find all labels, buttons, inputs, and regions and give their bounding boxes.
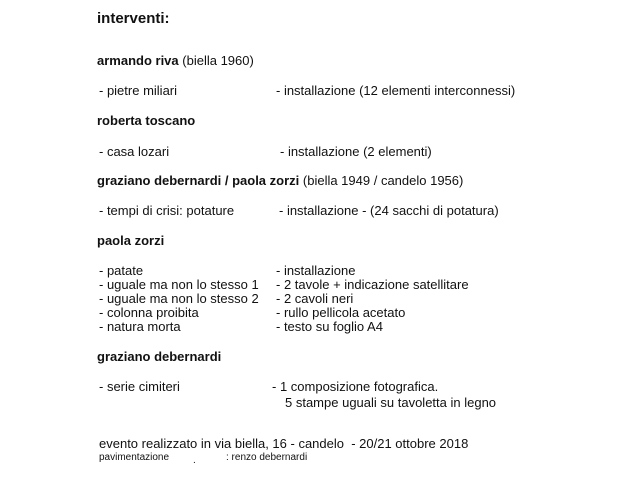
work-desc: - rullo pellicola acetato [276,305,406,320]
artist-heading [97,174,463,187]
work-title: - patate [99,263,144,278]
work-desc-extra: 5 stampe uguali su tavoletta in legno [285,395,497,410]
work-desc: - installazione (12 elementi interconnessi) [276,83,516,98]
artist-heading [97,350,221,363]
artist-heading [97,114,195,127]
page-title: interventi: [97,10,170,27]
work-title: - casa lozari [99,144,170,159]
work-title: - pietre miliari [99,83,178,98]
work-desc: - installazione (2 elementi) [280,144,432,159]
work-desc: - installazione [276,263,356,278]
work-title: - uguale ma non lo stesso 1 [99,277,259,292]
credit-dot: . [193,455,196,466]
credit-label: pavimentazione [99,452,170,463]
work-title: - natura morta [99,319,181,334]
work-desc: - 2 tavole + indicazione satellitare [276,277,469,292]
work-desc: - testo su foglio A4 [276,319,383,334]
credit-value: : renzo debernardi [226,452,308,463]
work-title: - serie cimiteri [99,379,180,394]
work-title: - uguale ma non lo stesso 2 [99,291,259,306]
artist-heading [97,54,254,67]
artist-info: (biella 1960) [182,53,254,68]
artist-name: armando riva [97,53,179,68]
artist-name: paola zorzi [97,233,165,248]
work-title: - colonna proibita [99,305,199,320]
event-info: evento realizzato in via biella, 16 - candelo - 20/21 ottobre 2018 [99,436,469,451]
work-desc: - 1 composizione fotografica. [272,379,439,394]
artist-heading [97,234,164,247]
work-desc: - installazione - (24 sacchi di potatura) [279,203,499,218]
artist-name: roberta toscano [97,113,196,128]
artist-info: (biella 1949 / candelo 1956) [302,173,464,188]
artist-name: graziano debernardi [97,349,222,364]
work-desc: - 2 cavoli neri [276,291,354,306]
artist-name: graziano debernardi / paola zorzi [97,173,300,188]
work-title: - tempi di crisi: potature [99,203,235,218]
